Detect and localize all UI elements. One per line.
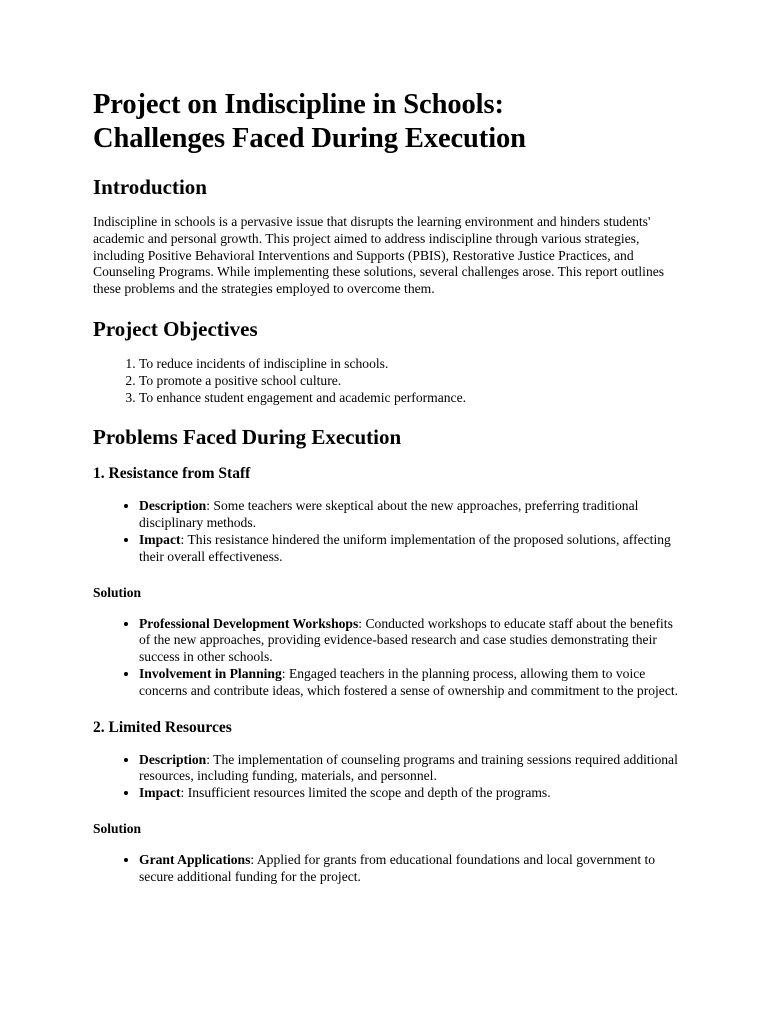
solution-text: : Engaged teachers in the planning process, allowing them to voice concerns and contribute ideas, which fostered a sense of ownership and commitment to the project. xyxy=(139,665,679,698)
document-page xyxy=(93,88,683,904)
solution-item xyxy=(139,666,683,700)
solution-text: : Conducted workshops to educate staff about the benefits of the new approaches, providing evidence-based research and case studies demonstrating their success in other schools. xyxy=(139,615,673,665)
detail-item xyxy=(139,532,683,566)
objectives-list xyxy=(93,356,683,406)
title-line-2: Challenges Faced During Execution xyxy=(93,123,526,154)
objective-item: 2. To promote a positive school culture. xyxy=(139,373,683,390)
problem-1-solutions xyxy=(93,616,683,700)
document-title xyxy=(93,88,683,156)
detail-text: : The implementation of counseling programs and training sessions required additional resources, including funding, materials, and personnel. xyxy=(139,751,678,784)
detail-text: : Insufficient resources limited the scope and depth of the programs. xyxy=(180,785,551,801)
objective-item: 3. To enhance student engagement and academic performance. xyxy=(139,390,683,407)
detail-label: Description xyxy=(139,498,207,514)
detail-item xyxy=(139,498,683,532)
solution-label: Grant Applications xyxy=(139,851,251,867)
detail-label: Impact xyxy=(139,785,181,801)
problem-2-solution-heading: Solution xyxy=(93,820,142,836)
objectives-heading: Project Objectives xyxy=(93,316,258,341)
detail-label: Impact xyxy=(139,531,181,547)
solution-text: : Applied for grants from educational foundations and local government to secure additional funding for the project. xyxy=(139,851,656,884)
title-line-1: Project on Indiscipline in Schools: xyxy=(93,89,504,120)
problem-2-title: 2. Limited Resources xyxy=(93,718,232,736)
detail-label: Description xyxy=(139,751,207,767)
detail-text: : Some teachers were skeptical about the new approaches, preferring traditional disciplinary methods. xyxy=(139,498,639,531)
detail-item xyxy=(139,752,683,786)
problem-1-details xyxy=(93,498,683,565)
problem-2-solutions xyxy=(93,852,683,886)
problem-1-title: 1. Resistance from Staff xyxy=(93,465,251,483)
introduction-heading: Introduction xyxy=(93,175,207,199)
problem-2-details xyxy=(93,752,683,802)
solution-label: Involvement in Planning xyxy=(139,665,282,681)
detail-item xyxy=(139,785,683,802)
problem-1-solution-heading: Solution xyxy=(93,584,142,600)
solution-label: Professional Development Workshops xyxy=(139,615,359,631)
solution-item xyxy=(139,616,683,666)
objective-item: 1. To reduce incidents of indiscipline in schools. xyxy=(139,356,683,373)
introduction-paragraph: Indiscipline in schools is a pervasive issue that disrupts the learning environment and hinders students' academic and personal growth. This project aimed to address indiscipline through various strategies, including Positive Behavioral Interventions and Supports (PBIS), Restorative Justice Practices, and Counseling Programs. While implementing these solutions, several challenges arose. This report outlines these problems and the strategies employed to overcome them. xyxy=(93,214,665,297)
problems-heading: Problems Faced During Execution xyxy=(93,425,402,450)
detail-text: : This resistance hindered the uniform implementation of the proposed solutions, affecting their overall effectiveness. xyxy=(139,531,671,564)
solution-item xyxy=(139,852,683,886)
